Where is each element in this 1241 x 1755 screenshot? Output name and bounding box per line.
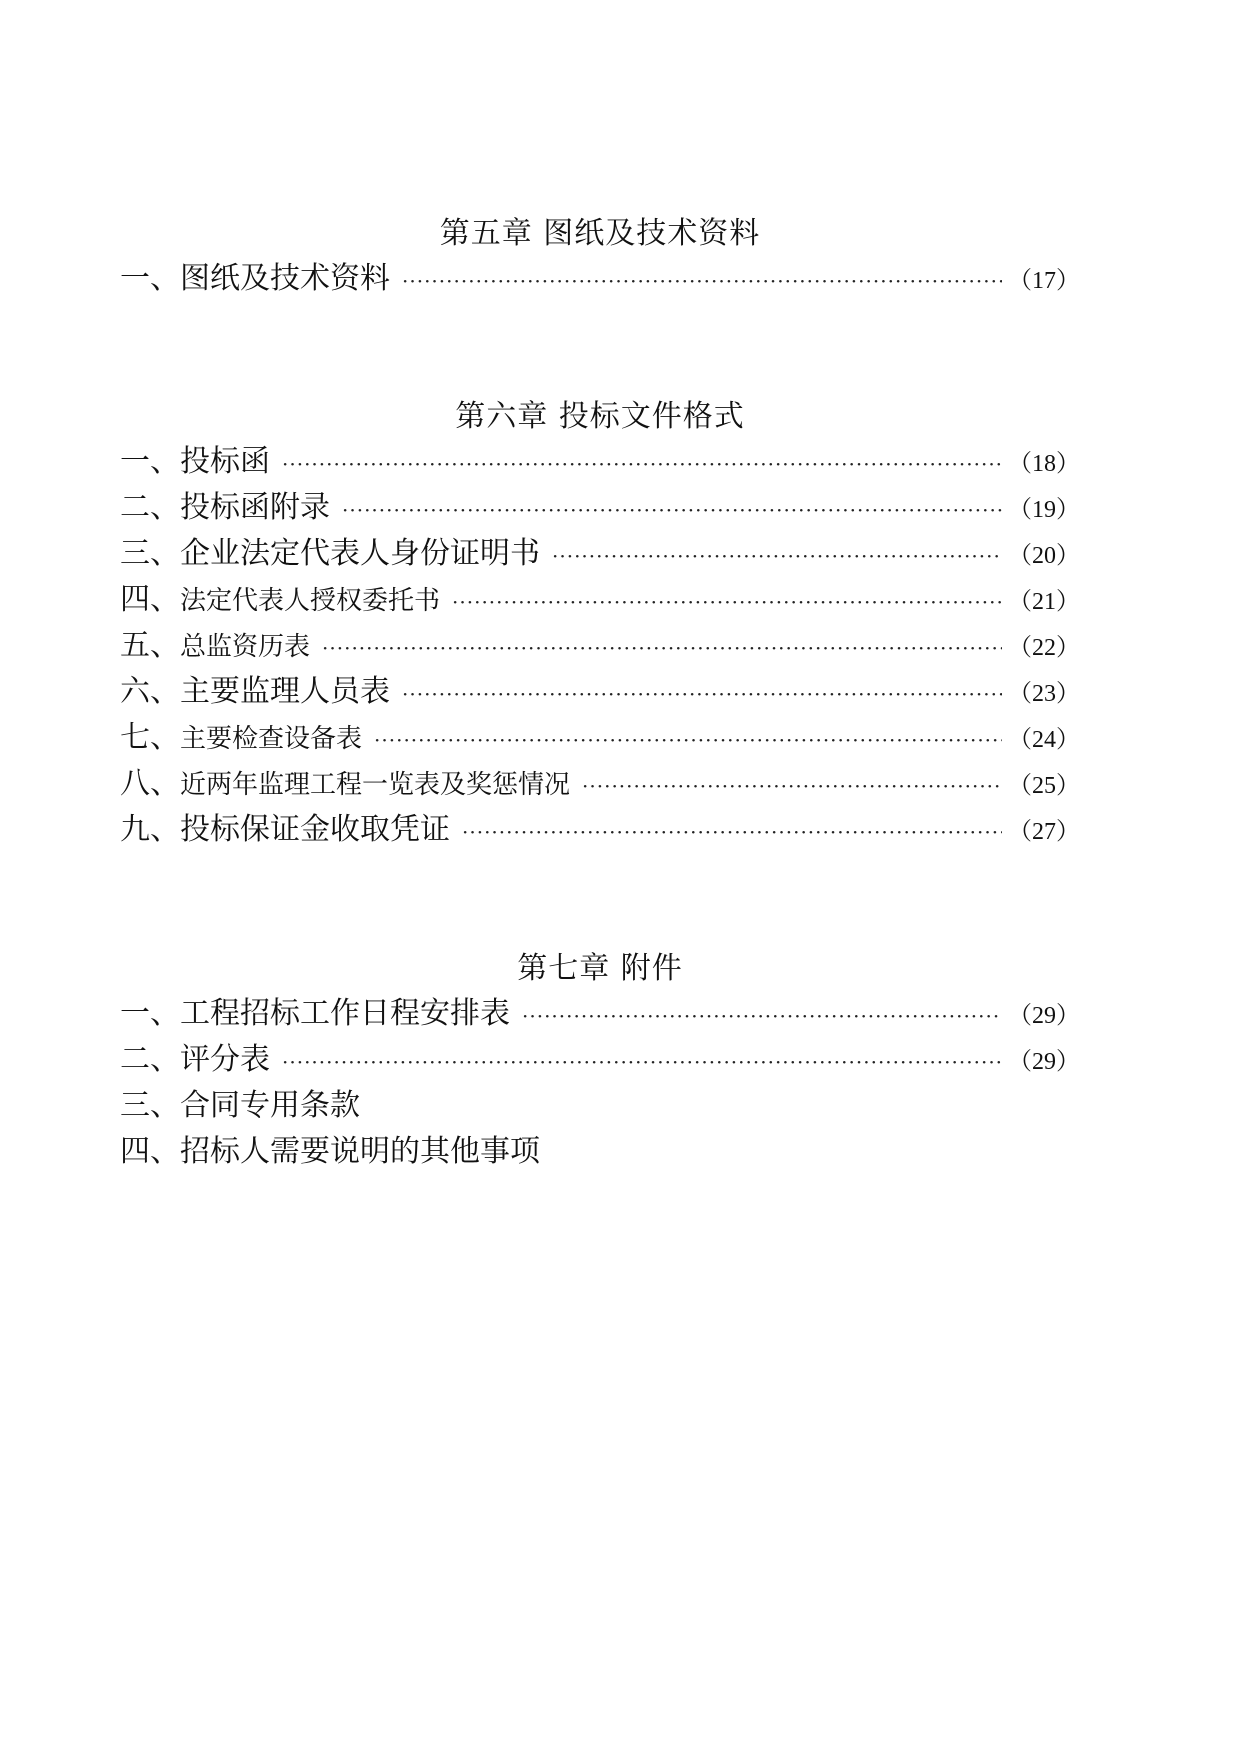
toc-entry-page: （24） — [1008, 727, 1080, 753]
toc-entry-page: （27） — [1008, 819, 1080, 845]
toc-entry-title: 招标人需要说明的其他事项 — [180, 1134, 540, 1169]
toc-entry — [120, 256, 1080, 302]
toc-entry — [120, 439, 1080, 485]
toc-entry — [120, 669, 1080, 715]
toc-entry — [120, 1037, 1080, 1083]
toc-entry-page: （17） — [1008, 268, 1080, 294]
toc-leader-dots — [402, 258, 1002, 304]
toc-entry-page: （22） — [1008, 635, 1080, 661]
toc-entry — [120, 1129, 1080, 1175]
chapter-6 — [120, 395, 1080, 853]
toc-entry-page: （20） — [1008, 543, 1080, 569]
chapter-title: 第五章 图纸及技术资料 — [439, 216, 761, 251]
toc-entry — [120, 577, 1080, 623]
toc-list — [120, 439, 1080, 853]
toc-entry-title: 法定代表人授权委托书 — [180, 586, 441, 616]
chapter-7 — [120, 947, 1080, 1175]
toc-entry-page: （19） — [1008, 497, 1080, 523]
toc-leader-dots — [374, 717, 1002, 763]
toc-leader-dots — [452, 579, 1002, 625]
toc-leader-dots — [282, 1039, 1002, 1085]
toc-entry — [120, 991, 1080, 1037]
toc-entry-number: 一、 — [120, 996, 180, 1031]
toc-leader-dots — [582, 763, 1002, 809]
toc-entry — [120, 761, 1080, 807]
toc-entry-page: （23） — [1008, 681, 1080, 707]
toc-entry-title: 企业法定代表人身份证明书 — [180, 536, 540, 571]
toc-entry-number: 四、 — [120, 1134, 180, 1169]
toc-leader-dots — [342, 487, 1002, 533]
toc-entry-number: 八、 — [120, 766, 180, 801]
toc-entry-number: 二、 — [120, 1042, 180, 1077]
toc-entry-number: 九、 — [120, 812, 180, 847]
toc-entry — [120, 807, 1080, 853]
toc-entry-title: 评分表 — [180, 1042, 270, 1077]
toc-leader-dots — [402, 671, 1002, 717]
toc-list — [120, 256, 1080, 302]
toc-leader-dots — [322, 625, 1002, 671]
toc-entry-number: 一、 — [120, 261, 180, 296]
toc-entry-number: 四、 — [120, 582, 180, 617]
toc-entry-title: 工程招标工作日程安排表 — [180, 996, 510, 1031]
toc-entry-number: 六、 — [120, 674, 180, 709]
toc-entry-title: 投标函附录 — [180, 490, 330, 525]
chapter-title: 第七章 附件 — [517, 951, 683, 986]
toc-entry-number: 三、 — [120, 1088, 180, 1123]
toc-entry-title: 主要检查设备表 — [180, 724, 363, 754]
toc-leader-dots — [522, 993, 1002, 1039]
toc-entry-title: 图纸及技术资料 — [180, 261, 390, 296]
toc-entry — [120, 1083, 1080, 1129]
toc-entry-number: 七、 — [120, 720, 180, 755]
toc-entry — [120, 485, 1080, 531]
chapter-5 — [120, 212, 1080, 302]
toc-list — [120, 991, 1080, 1175]
toc-entry-number: 三、 — [120, 536, 180, 571]
toc-leader-dots — [462, 809, 1002, 855]
toc-entry — [120, 715, 1080, 761]
toc-entry-page: （21） — [1008, 589, 1080, 615]
toc-entry-title: 总监资历表 — [180, 632, 311, 662]
toc-entry-title: 合同专用条款 — [180, 1088, 360, 1123]
toc-entry-page: （18） — [1008, 451, 1080, 477]
toc-entry-title: 投标函 — [180, 444, 270, 479]
chapter-title: 第六章 投标文件格式 — [455, 399, 745, 434]
toc-leader-dots — [282, 441, 1002, 487]
toc-entry-number: 一、 — [120, 444, 180, 479]
toc-entry — [120, 531, 1080, 577]
toc-entry-page: （29） — [1008, 1049, 1080, 1075]
toc-entry-title: 投标保证金收取凭证 — [180, 812, 450, 847]
toc-entry-title: 近两年监理工程一览表及奖惩情况 — [180, 770, 571, 800]
toc-leader-dots — [552, 533, 1002, 579]
toc-entry-number: 五、 — [120, 628, 180, 663]
toc-entry-number: 二、 — [120, 490, 180, 525]
toc-entry — [120, 623, 1080, 669]
toc-entry-title: 主要监理人员表 — [180, 674, 390, 709]
toc-entry-page: （25） — [1008, 773, 1080, 799]
toc-entry-page: （29） — [1008, 1003, 1080, 1029]
